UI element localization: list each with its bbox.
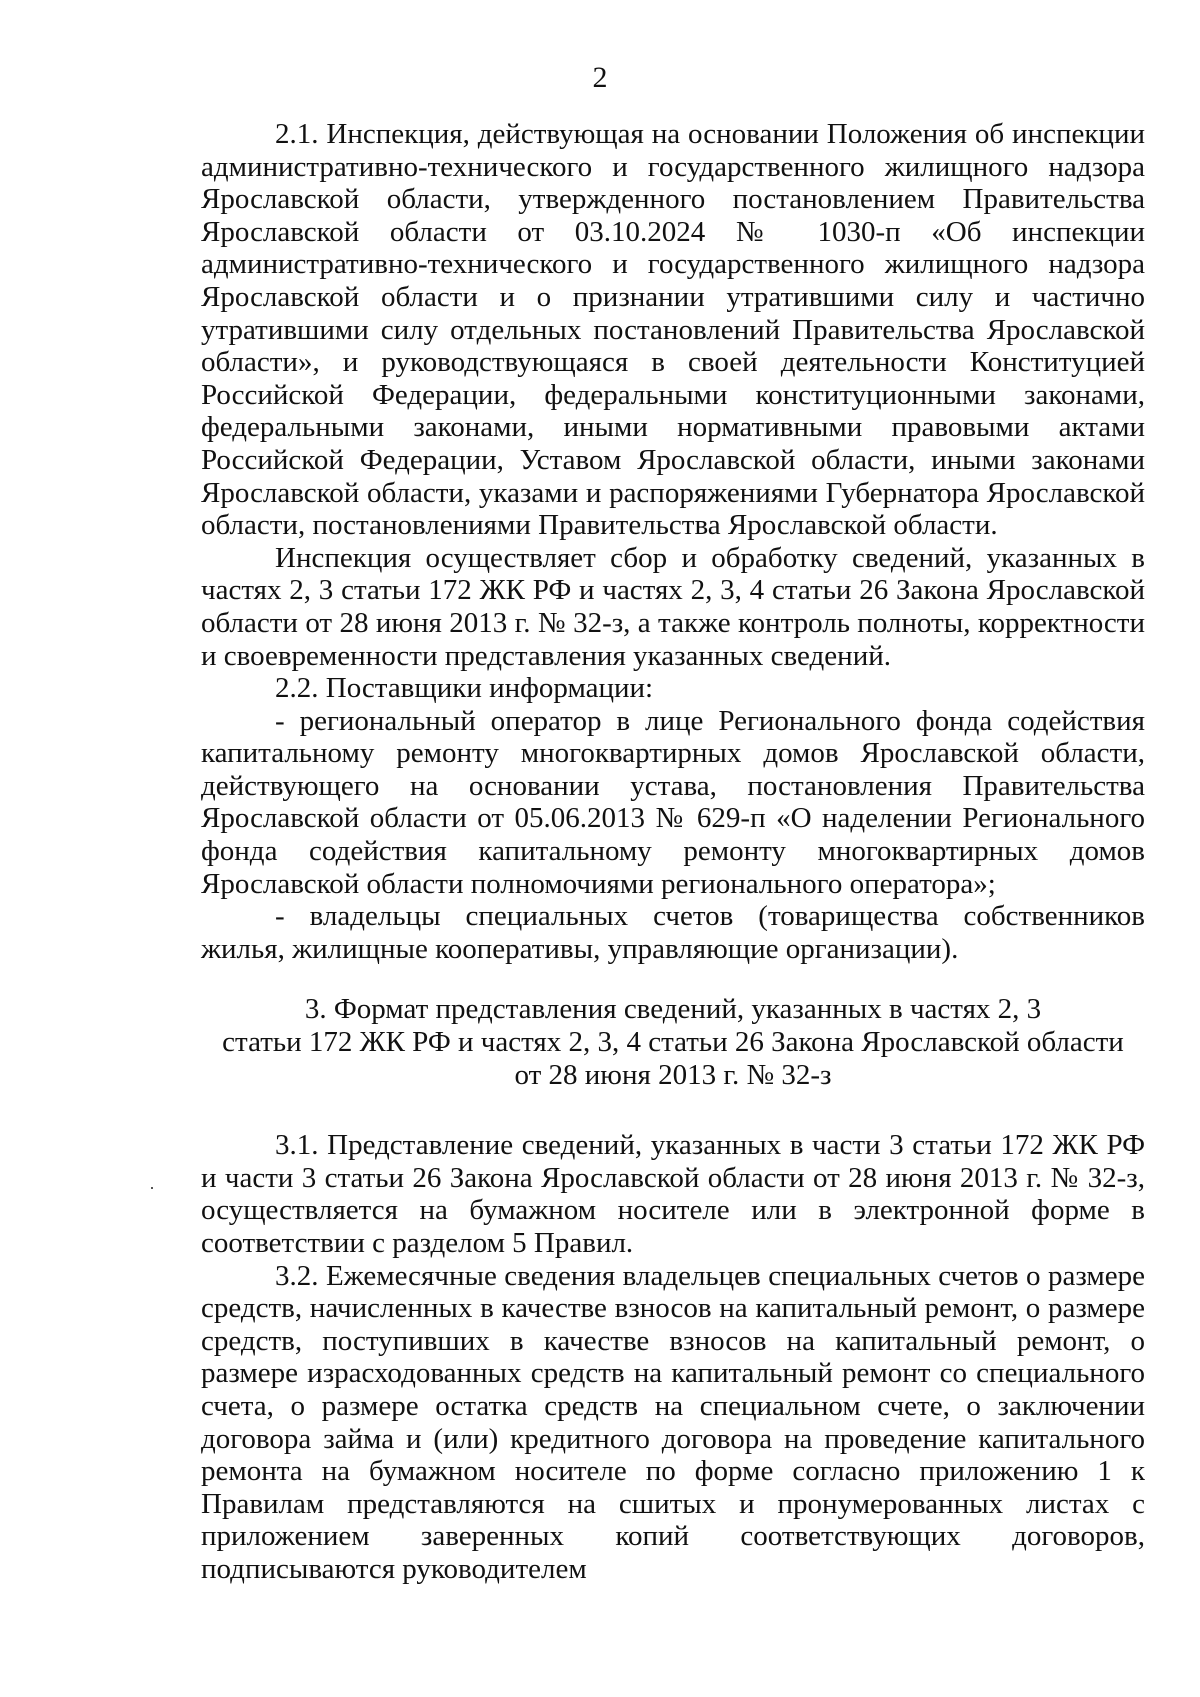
section-3-heading-line-2: статьи 172 ЖК РФ и частях 2, 3, 4 статьи 26 Закона Ярославской области <box>222 1026 1124 1059</box>
paragraph-2-2: 2.2. Поставщики информации: <box>275 672 654 705</box>
paragraph-3-1: 3.1. Представление сведений, указанных в части 3 статьи 172 ЖК РФ и части 3 статьи 26 Закона Ярославской области от 28 июня 2013 г. № 32-з, осуществляется на бумажном носителе или в электронной форме в соответствии с разделом 5 Правил. <box>201 1129 1145 1259</box>
section-3-heading-line-3: от 28 июня 2013 г. № 32-з <box>514 1058 832 1091</box>
margin-dot <box>151 1187 153 1189</box>
paragraph-2-1-inspection-duties: Инспекция осуществляет сбор и обработку сведений, указанных в частях 2, 3 статьи 172 ЖК РФ и частях 2, 3, 4 статьи 26 Закона Ярославской области от 28 июня 2013 г. № 32-з, а также контроль полноты, корректности и своевременности представления указанных сведений. <box>201 541 1145 672</box>
section-3-heading-line-1: 3. Формат представления сведений, указанных в частях 2, 3 <box>304 993 1042 1026</box>
section-3-heading <box>201 993 1145 1091</box>
list-item-account-owners: - владельцы специальных счетов (товарищества собственников жилья, жилищные кооперативы, управляющие организации). <box>201 900 1145 965</box>
paragraph-2-1: 2.1. Инспекция, действующая на основании Положения об инспекции административно-технического и государственного жилищного надзора Ярославской области, утвержденного постановлением Правительства Ярославской области от 03.10.2024 № 1030-п «Об инспекции административно-технического и государственного жилищного надзора Ярославской области и о признании утратившими силу и частично утратившими силу отдельных постановлений Правительства Ярославской области», и руководствующаяся в своей деятельности Конституцией Российской Федерации, федеральными конституционными законами, федеральными законами, иными нормативными правовыми актами Российской Федерации, Уставом Ярославской области, иными законами Ярославской области, указами и распоряжениями Губернатора Ярославской области, постановлениями Правительства Ярославской области. <box>201 118 1145 542</box>
paragraph-3-2: 3.2. Ежемесячные сведения владельцев специальных счетов о размере средств, начисленных в качестве взносов на капитальный ремонт, о размере средств, поступивших в качестве взносов на капитальный ремонт, о размере израсходованных средств на капитальный ремонт со специального счета, о размере остатка средств на специальном счете, о заключении договора займа и (или) кредитного договора на проведение капитального ремонта на бумажном носителе по форме согласно приложению 1 к Правилам представляются на сшитых и пронумерованных листах с приложением заверенных копий соответствующих договоров, подписываются руководителем <box>201 1259 1145 1585</box>
document-body <box>201 118 1145 1586</box>
list-item-regional-operator: - региональный оператор в лице Регионального фонда содействия капитальному ремонту многоквартирных домов Ярославской области, действующего на основании устава, постановления Правительства Ярославской области от 05.06.2013 № 629-п «О наделении Регионального фонда содействия капитальному ремонту многоквартирных домов Ярославской области полномочиями регионального оператора»; <box>201 704 1145 900</box>
page-number: 2 <box>592 61 608 94</box>
